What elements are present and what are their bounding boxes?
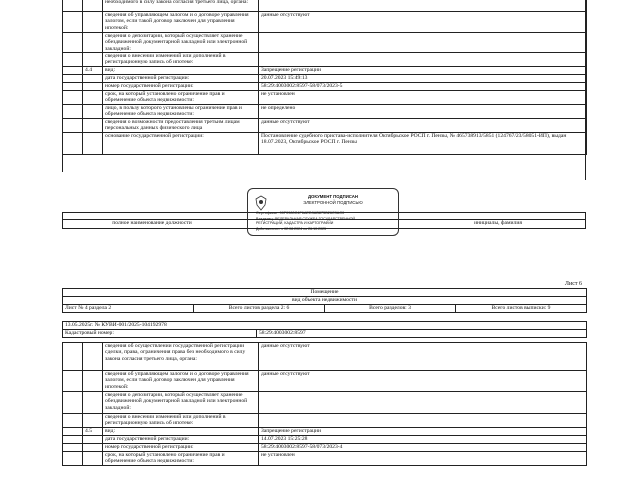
stamp-title: ДОКУМЕНТ ПОДПИСАН (308, 194, 358, 199)
row-value: не установлен (259, 452, 587, 466)
encumbrance-table-bottom (62, 342, 587, 466)
row-value: 58:29:4003002:8597-58/073/2023-5 (259, 83, 587, 91)
stamp-owner: Владелец: ФЕДЕРАЛЬНАЯ СЛУЖБА ГОСУДАРСТВЕННОЙ РЕГИСТРАЦИИ, КАДАСТРА И КАРТОГРАФИИ (256, 217, 355, 226)
row-value: 20.07.2023 15:49:13 (259, 75, 587, 83)
page2-meta-table (62, 321, 587, 338)
item-number: 4.4 (83, 67, 103, 75)
row-label: номер государственной регистрации: (103, 444, 259, 452)
object-title: Помещение (63, 289, 587, 297)
row-label: сведения о депозитарии, который осуществляет хранение обездвиженной документарной закладной или электронной закладной: (103, 33, 259, 53)
row-label: срок, на который установлено ограничение прав и обременение объекта недвижимости: (103, 91, 259, 105)
cadastral-value: 58:29:4003002:8597 (257, 330, 587, 338)
row-value: Запрещение регистрации (259, 67, 587, 75)
initials-caption: инициалы, фамилия (474, 220, 522, 226)
row-value: данные отсутствуют (259, 371, 587, 392)
row-value: Запрещение регистрации (259, 428, 587, 436)
row-label: номер государственной регистрации: (103, 83, 259, 91)
row-value: данные отсутствуют (259, 343, 587, 371)
stamp-validity: Действителен: с 02.08.2024 по 26.10.2025 (256, 227, 327, 231)
row-label: лицо, в пользу которого установлены ограничение прав и обременение объекта недвижимости: (103, 105, 259, 119)
row-label: сведения о внесении изменений или дополнений в регистрационную запись об ипотеке: (103, 414, 259, 428)
cadastral-label: Кадастровый номер: (63, 330, 257, 338)
sections-total: Всего разделов: 3 (325, 305, 456, 313)
stamp-subtitle: ЭЛЕКТРОННОЙ ПОДПИСЬЮ (303, 200, 363, 205)
position-caption: полное наименование должности (112, 220, 192, 226)
row-label: сведения об управляющем залогом и о договоре управления залогом, если такой договор заключен для управления ипотекой: (103, 371, 259, 392)
row-value: 58:29:4003002:8597-58/073/2023-4 (259, 444, 587, 452)
extract-sheets-total: Всего листов выписки: 9 (456, 305, 587, 313)
stamp-certificate: Сертификат: 00F0980C4F6AED9AB875B26C9AC0 (256, 211, 345, 215)
emblem-icon (254, 195, 268, 211)
row-label: срок, на который установлено ограничение прав и обременение объекта недвижимости: (103, 452, 259, 466)
row-label: дата государственной регистрации: (103, 75, 259, 83)
item-number: 4.5 (83, 428, 103, 436)
row-value: не определено (259, 105, 587, 119)
row-label: сведения о возможности предоставления третьим лицам персональных данных физического лица (103, 119, 259, 133)
row-label: дата государственной регистрации: (103, 436, 259, 444)
row-value: данные отсутствуют (259, 119, 587, 133)
object-subtitle: вид объекта недвижимости (63, 297, 587, 305)
sheet-number: Лист 6 (564, 281, 582, 287)
row-value: Постановление судебного пристава-исполнителя Октябрьское РОСП г. Пензы, № 465738913/5851 (124767/23/58051-ИП), выдан 18.07.2023, Октябрьское РОСП г. Пензы (259, 133, 587, 155)
encumbrance-table-top (62, 0, 587, 155)
row-label: основание государственной регистрации: (103, 133, 259, 155)
sheet-of-section: Лист № 4 раздела 2 (63, 305, 194, 313)
page2-header-table (62, 288, 587, 313)
row-label: сведения об осуществлении государственной регистрации сделки, права, ограничения права без необходимого в силу закона согласия третьего лица, органа: (103, 343, 259, 371)
row-label: сведения об управляющем залогом и о договоре управления залогом, если такой договор заключен для управления ипотекой: (103, 12, 259, 33)
extract-date-number: 13.05.2025г. № КУВИ-001/2025-104192978 (63, 322, 587, 330)
row-value: данные отсутствуют (259, 12, 587, 33)
row-value: не установлен (259, 91, 587, 105)
row-label: вид: (103, 428, 259, 436)
row-label: сведения о депозитарии, который осуществляет хранение обездвиженной документарной закладной или электронной закладной: (103, 392, 259, 414)
row-label: вид: (103, 67, 259, 75)
sheets-in-section: Всего листов раздела 2: 6 (194, 305, 325, 313)
electronic-signature-stamp (247, 188, 399, 236)
row-value: 14.07.2023 15:25:28 (259, 436, 587, 444)
row-label: сведения о внесении изменений или дополнений в регистрационную запись об ипотеке: (103, 53, 259, 67)
row-label: необходимого в силу закона согласия третьего лица, органа: (103, 0, 259, 12)
